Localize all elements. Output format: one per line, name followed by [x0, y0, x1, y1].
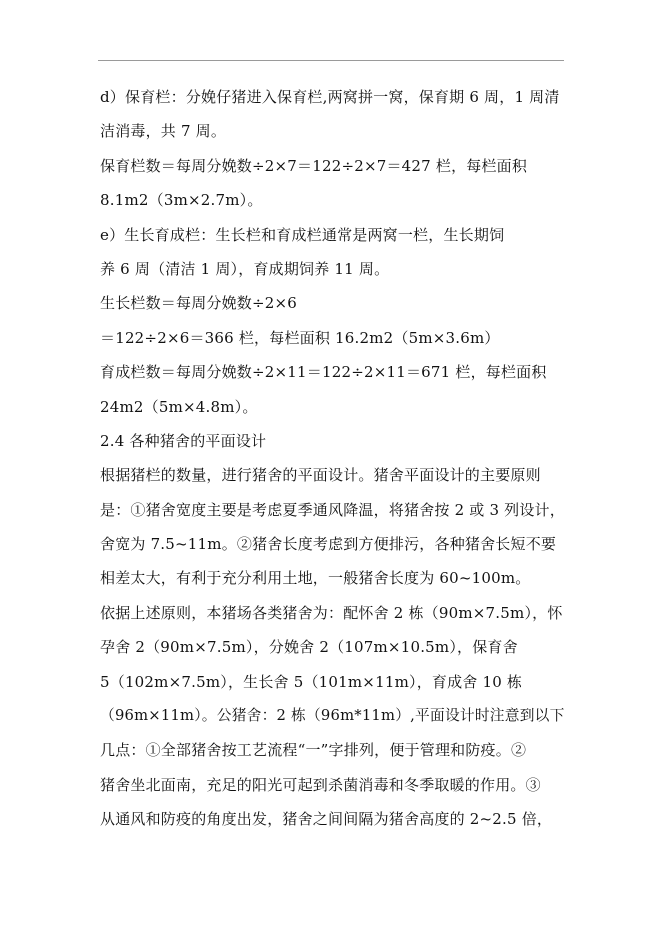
text-line: 5（102m×7.5m），生长舍 5（101m×11m），育成舍 10 栋 — [100, 672, 523, 691]
text-line: 孕舍 2（90m×7.5m），分娩舍 2（107m×10.5m），保育舍 — [100, 638, 518, 657]
text-line: 几点：①全部猪舍按工艺流程“一”字排列，便于管理和防疫。② — [100, 741, 527, 760]
text-line: e）生长育成栏：生长栏和育成栏通常是两窝一栏，生长期饲 — [100, 225, 505, 244]
text-line: 生长栏数＝每周分娩数÷2×6 — [100, 294, 298, 313]
text-line: 保育栏数＝每周分娩数÷2×7＝122÷2×7＝427 栏，每栏面积 — [100, 156, 528, 175]
text-line: （96m×11m）。公猪舍：2 栋（96m*11m）,平面设计时注意到以下 — [100, 707, 565, 725]
header-rule — [98, 60, 564, 61]
text-line: 相差太大，有利于充分利用土地，一般猪舍长度为 60~100m。 — [100, 569, 531, 588]
text-line: 从通风和防疫的角度出发，猪舍之间间隔为猪舍高度的 2~2.5 倍， — [100, 810, 553, 829]
text-line: d）保育栏：分娩仔猪进入保育栏,两窝拼一窝，保育期 6 周，1 周清 — [100, 88, 560, 106]
text-line: 育成栏数＝每周分娩数÷2×11＝122÷2×11＝671 栏，每栏面积 — [100, 363, 547, 382]
text-line: ＝122÷2×6＝366 栏，每栏面积 16.2m2（5m×3.6m） — [100, 328, 500, 347]
body-text — [100, 80, 570, 837]
text-line: 洁消毒，共 7 周。 — [100, 122, 227, 141]
text-line: 根据猪栏的数量，进行猪舍的平面设计。猪舍平面设计的主要原则 — [100, 466, 541, 485]
text-line: 24m2（5m×4.8m）。 — [100, 397, 258, 416]
text-line: 是：①猪舍宽度主要是考虑夏季通风降温，将猪舍按 2 或 3 列设计， — [100, 500, 565, 519]
text-line: 养 6 周（清洁 1 周），育成期饲养 11 周。 — [100, 259, 390, 278]
text-line: 依据上述原则，本猪场各类猪舍为：配怀舍 2 栋（90m×7.5m），怀 — [100, 603, 563, 622]
section-heading: 2.4 各种猪舍的平面设计 — [100, 431, 267, 450]
text-line: 8.1m2（3m×2.7m）。 — [100, 191, 263, 210]
text-line: 猪舍坐北面南，充足的阳光可起到杀菌消毒和冬季取暖的作用。③ — [100, 775, 541, 794]
text-line: 舍宽为 7.5~11m。②猪舍长度考虑到方便排污，各种猪舍长短不要 — [100, 535, 557, 554]
